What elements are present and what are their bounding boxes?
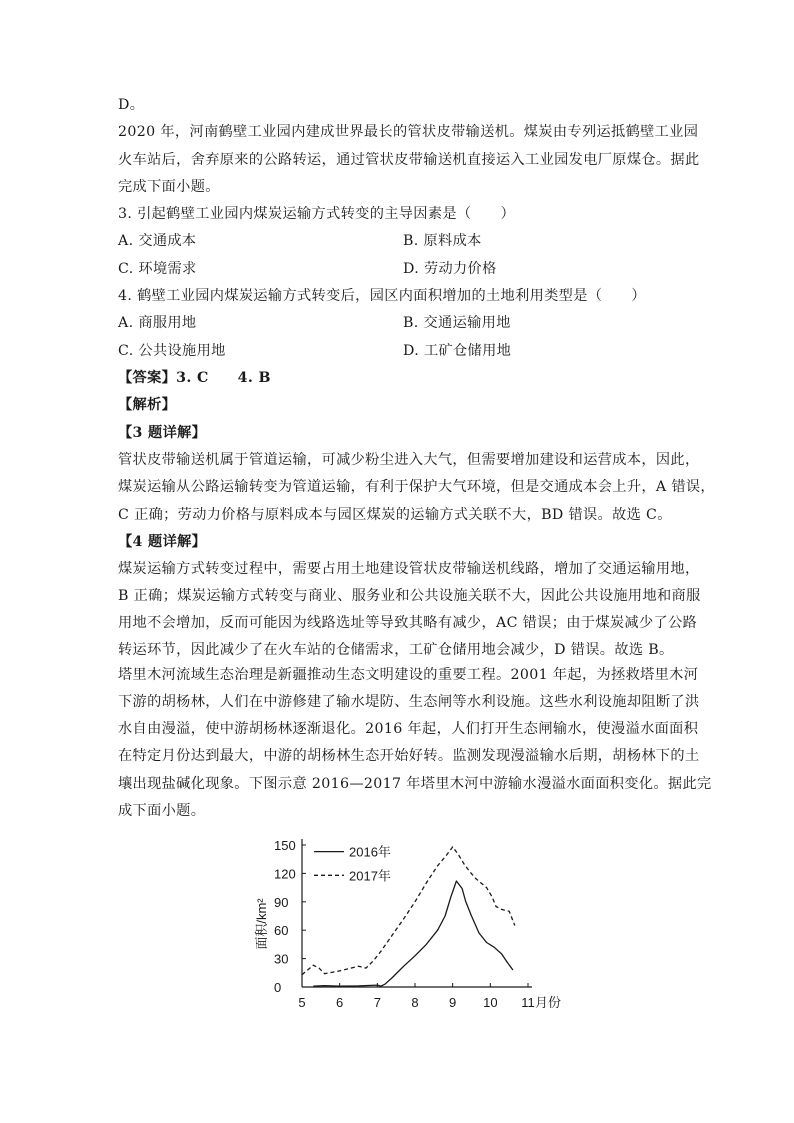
chart-series: [302, 844, 515, 986]
q3-stem: 3. 引起鹤壁工业园内煤炭运输方式转变的主导因素是（ ）: [118, 206, 516, 222]
y-tick-label: 150: [274, 838, 296, 853]
series-line-2016年: [313, 881, 513, 986]
q4-option-d: D. 工矿仓储用地: [403, 343, 512, 359]
q4-option-a: A. 商服用地: [118, 315, 197, 331]
q3-detail-line-2: 煤炭运输从公路运输转变为管道运输，有利于保护大气环境，但是交通成本会上升，A 错误，: [118, 479, 715, 495]
x-tick-label: 10: [483, 995, 498, 1010]
top-label: D。: [118, 97, 145, 113]
q4-option-b: B. 交通运输用地: [403, 315, 511, 331]
chart-axes: [302, 839, 532, 987]
x-axis-label: 月份: [535, 995, 562, 1010]
intro2-line-1: 塔里木河流域生态治理是新疆推动生态文明建设的重要工程。2001 年起，为拯救塔里木河: [118, 667, 699, 683]
q3-option-a: A. 交通成本: [118, 233, 197, 249]
q3-detail-line-3: C 正确；劳动力价格与原料成本与园区煤炭的运输方式关联不大，BD 错误。故选 C。: [118, 507, 672, 523]
y-axis-label: 面积/km²: [254, 898, 269, 950]
q3-option-d: D. 劳动力价格: [403, 261, 497, 277]
q3-detail-line-1: 管状皮带输送机属于管道运输，可减少粉尘进入大气，但需要增加建设和运营成本，因此，: [118, 452, 700, 468]
intro2-line-2: 下游的胡杨林，人们在中游修建了输水堤防、生态闸等水利设施。这些水利设施却阻断了洪: [118, 694, 700, 710]
legend-label-2016: 2016年: [349, 844, 391, 860]
q4-detail-line-3: 用地不会增加，反而可能因为线路选址等导致其略有减少，AC 错误；由于煤炭减少了公路: [118, 615, 698, 631]
y-tick-label: 0: [274, 980, 282, 995]
y-tick-label: 120: [274, 866, 296, 882]
q4-stem: 4. 鹤壁工业园内煤炭运输方式转变后，园区内面积增加的土地利用类型是（ ）: [118, 288, 646, 304]
intro2-line-6: 成下面小题。: [118, 803, 206, 819]
q4-detail-label: 【4 题详解】: [118, 534, 207, 550]
q4-option-c: C. 公共设施用地: [118, 343, 226, 359]
x-tick-label: 7: [373, 995, 381, 1010]
series-line-2017年: [302, 844, 515, 975]
intro2-line-5: 壤出现盐碱化现象。下图示意 2016—2017 年塔里木河中游输水漫溢水面面积变化。据此完: [118, 776, 712, 792]
legend-label-2017: 2017年: [349, 868, 391, 884]
q4-detail-line-2: B 正确；煤炭运输方式转变与商业、服务业和公共设施关联不大，因此公共设施用地和商服: [118, 588, 701, 604]
chart-legend: [314, 845, 391, 884]
intro2-line-3: 水自由漫溢，使中游胡杨林逐渐退化。2016 年起，人们打开生态闸输水，使漫溢水面面积: [118, 721, 699, 737]
q4-detail-line-1: 煤炭运输方式转变过程中，需要占用土地建设管状皮带输送机线路，增加了交通运输用地，: [118, 561, 700, 577]
x-tick-label: 11: [521, 995, 535, 1010]
y-tick-label: 30: [274, 951, 289, 967]
y-tick-label: 60: [274, 923, 289, 939]
q3-option-b: B. 原料成本: [403, 233, 482, 249]
answer-line: 【答案】3. C 4. B: [118, 370, 271, 386]
analysis-label: 【解析】: [118, 397, 177, 413]
q4-detail-line-4: 转运环节，因此减少了在火车站的仓储需求，工矿仓储用地会减少，D 错误。故选 B。: [118, 642, 674, 658]
q3-option-c: C. 环境需求: [118, 261, 197, 277]
chart-ticks: [274, 838, 535, 1010]
x-tick-label: 8: [411, 995, 419, 1010]
x-tick-label: 5: [298, 995, 306, 1010]
intro1-line-2: 火车站后，舍弃原来的公路转运，通过管状皮带输送机直接运入工业园发电厂原煤仓。据此: [118, 152, 700, 168]
x-tick-label: 9: [449, 995, 457, 1010]
intro1-line-1: 2020 年，河南鹤壁工业园内建成世界最长的管状皮带输送机。煤炭由专列运抵鹤壁工业园: [118, 124, 699, 140]
area-change-chart: [250, 825, 580, 1020]
x-tick-label: 6: [336, 995, 344, 1010]
intro1-line-3: 完成下面小题。: [118, 179, 220, 195]
intro2-line-4: 在特定月份达到最大，中游的胡杨林生态开始好转。监测发现漫溢输水后期，胡杨林下的土: [118, 748, 700, 764]
q3-detail-label: 【3 题详解】: [118, 425, 207, 441]
y-tick-label: 90: [274, 894, 289, 910]
